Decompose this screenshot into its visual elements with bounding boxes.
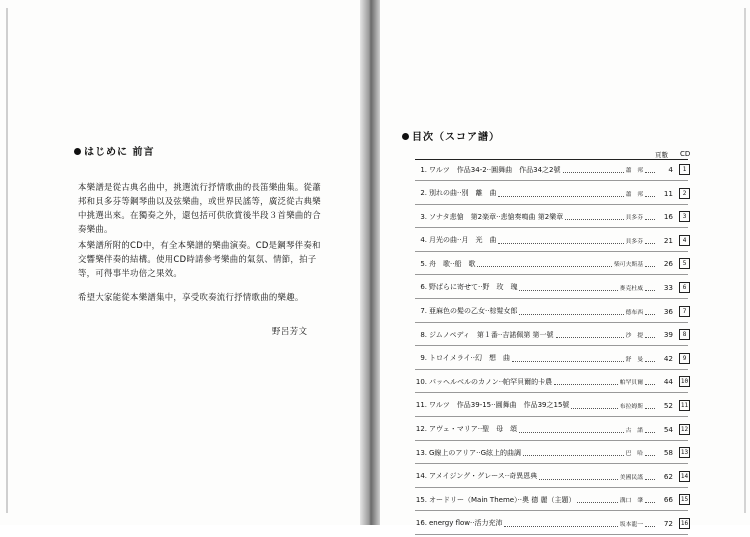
leader-dots (645, 172, 655, 173)
toc-row-rule (415, 510, 688, 511)
leader-dots (565, 219, 623, 220)
toc-entry-number: 7. (420, 307, 427, 316)
leader-dots (645, 219, 655, 220)
toc-entry-row (415, 353, 690, 364)
leader-dots (523, 455, 624, 456)
toc-entry[interactable] (415, 230, 690, 254)
toc-entry[interactable] (415, 371, 690, 395)
cd-track-badge: 12 (680, 425, 689, 433)
toc-entry-title: 野ばらに寄せて··野 玫 瑰 (429, 283, 518, 292)
toc-entry[interactable] (415, 301, 690, 325)
page-edge (744, 8, 746, 513)
toc-entry[interactable] (415, 348, 690, 372)
leader-dots (556, 337, 624, 338)
toc-entry-number: 10. (415, 377, 427, 386)
cd-track-badge: 15 (680, 496, 689, 504)
leader-dots (498, 196, 623, 197)
toc-entry-number: 14. (415, 472, 427, 481)
toc-row-rule (415, 534, 688, 535)
toc-entry-composer: 舒 曼 (625, 356, 643, 363)
toc-list (415, 159, 690, 537)
toc-entry-page: 11 (663, 188, 673, 198)
cd-track-badge: 13 (680, 449, 689, 457)
leader-dots (539, 479, 618, 480)
leader-dots (571, 408, 617, 409)
toc-entry[interactable] (415, 442, 690, 466)
leader-dots (645, 455, 655, 456)
toc-entry-title: 別れの曲··別 離 曲 (429, 189, 497, 198)
page-edge (6, 8, 8, 513)
preface-heading (74, 143, 154, 158)
toc-entry[interactable] (415, 253, 690, 277)
toc-row-rule (415, 440, 688, 441)
toc-entry-title: energy flow··活力充沛 (429, 519, 503, 528)
book-gutter (360, 0, 380, 525)
leader-dots (645, 361, 655, 362)
toc-row-rule (415, 416, 688, 417)
toc-row-rule (415, 392, 688, 393)
toc-entry-row (415, 447, 690, 458)
toc-entry-composer: 蕭 邦 (625, 191, 643, 198)
cd-track-badge: 16 (680, 519, 689, 527)
toc-entry-row (415, 282, 690, 293)
toc-entry-number: 9. (420, 354, 427, 363)
cd-track-badge: 7 (679, 306, 690, 317)
preface-paragraph-1: 本樂譜是從古典名曲中，挑選流行抒情歌曲的長笛樂曲集。從蕭邦和貝多芬等鋼琴曲以及弦樂曲，或世界民謠等，廣泛從古典樂中挑選出來。在獨奏之外，還包括可供欣賞後半段３首樂曲的合奏樂曲。 (78, 182, 321, 234)
toc-entry-title: ワルツ 作品39-15··圓舞曲 作品39之15號 (429, 401, 570, 410)
leader-dots (645, 337, 655, 338)
author-signature: 野呂芳文 (272, 326, 308, 336)
toc-row-rule (415, 298, 688, 299)
toc-entry-composer: 貝多芬 (625, 215, 643, 222)
toc-entry-page: 52 (663, 400, 673, 410)
cd-track-badge: 9 (679, 353, 690, 364)
toc-entry[interactable] (415, 395, 690, 419)
toc-entry-page: 26 (663, 259, 673, 269)
toc-entry[interactable] (415, 183, 690, 207)
preface-paragraph-3: 希望大家能從本樂譜集中，享受吹奏流行抒情歌曲的樂趣。 (78, 292, 304, 302)
toc-row-rule (415, 204, 688, 205)
toc-entry-row (415, 306, 690, 317)
toc-heading (402, 128, 500, 143)
leader-dots (645, 196, 655, 197)
cd-track-badge: 8 (679, 329, 690, 340)
toc-entry-page: 66 (663, 495, 673, 505)
toc-entry-number: 4. (420, 236, 427, 245)
toc-entry-composer: 帕罕貝爾 (619, 380, 643, 387)
preface-heading-text: はじめに 前言 (84, 147, 155, 158)
leader-dots (645, 502, 655, 503)
cd-track-badge: 1 (679, 164, 690, 175)
toc-entry-row (415, 494, 690, 505)
toc-entry-row (415, 329, 690, 340)
leader-dots (645, 290, 655, 291)
toc-entry-title: アヴェ・マリア··聖 母 頌 (429, 425, 518, 434)
toc-entry-page: 44 (663, 377, 673, 387)
toc-entry-row (415, 518, 690, 529)
leader-dots (645, 243, 655, 244)
toc-entry-row (415, 235, 690, 246)
toc-entry-number: 5. (420, 259, 427, 268)
toc-entry-number: 2. (420, 189, 427, 198)
toc-entry-composer: 布拉姆斯 (619, 403, 643, 410)
leader-dots (645, 526, 655, 527)
leader-dots (512, 361, 624, 362)
toc-entry-composer: 柴可夫斯基 (614, 262, 643, 269)
toc-entry-title: オードリー（Main Theme）··奧 德 麗（主題） (429, 495, 576, 504)
toc-entry-number: 16. (415, 519, 427, 528)
toc-entry-page: 72 (663, 518, 673, 528)
toc-entry-page: 33 (663, 282, 673, 292)
toc-entry-page: 62 (663, 471, 673, 481)
toc-entry-page: 21 (663, 235, 673, 245)
toc-entry-number: 13. (415, 448, 427, 457)
toc-entry-page: 39 (663, 330, 673, 340)
toc-entry-number: 8. (420, 330, 427, 339)
toc-entry-composer: 麥克杜威 (619, 285, 643, 292)
toc-entry-page: 54 (663, 424, 673, 434)
toc-entry-composer: 溝口 肇 (619, 498, 643, 505)
leader-dots (519, 432, 623, 433)
toc-row-rule (415, 463, 688, 464)
toc-entry-composer: 古 諾 (625, 427, 643, 434)
toc-row-rule (415, 180, 688, 181)
toc-entry-row (415, 164, 690, 175)
cd-track-badge: 6 (679, 282, 690, 293)
cd-track-badge: 10 (680, 378, 689, 386)
toc-entry-title: パッヘルベルのカノン··帕罕貝爾的卡農 (429, 377, 553, 386)
toc-entry-row (415, 188, 690, 199)
toc-entry-number: 11. (415, 401, 427, 410)
toc-entry-composer: 坂本龍一 (619, 521, 643, 528)
toc-entry-row (415, 424, 690, 435)
toc-row-rule (415, 369, 688, 370)
toc-heading-text: 目次（スコア譜） (412, 132, 500, 143)
toc-entry-title: G線上のアリア··G絃上的曲調 (429, 448, 522, 457)
cd-column-header: CD (680, 150, 691, 158)
toc-entry-title: 舟 歌··船 歌 (429, 259, 476, 268)
toc-entry-title: トロイメライ··幻 想 曲 (429, 354, 510, 363)
toc-entry[interactable] (415, 466, 690, 490)
toc-entry-row (415, 211, 690, 222)
toc-entry-page: 42 (663, 353, 673, 363)
toc-entry-number: 3. (420, 212, 427, 221)
toc-entry-title: 亜麻色の髪の乙女··棕髮女郎 (429, 307, 518, 316)
leader-dots (519, 290, 617, 291)
leader-dots (554, 384, 618, 385)
toc-row-rule (415, 322, 688, 323)
cd-track-badge: 14 (680, 472, 689, 480)
leader-dots (645, 479, 655, 480)
toc-entry-page: 4 (668, 165, 673, 174)
toc-entry[interactable] (415, 159, 690, 183)
cd-track-badge: 5 (679, 258, 690, 269)
toc-entry-number: 12. (415, 425, 427, 434)
toc-entry-row (415, 258, 690, 269)
toc-entry-page: 16 (663, 212, 673, 222)
leader-dots (645, 314, 655, 315)
cd-track-badge: 11 (680, 401, 689, 409)
toc-entry-title: 月光の曲··月 光 曲 (429, 236, 497, 245)
toc-entry-page: 58 (663, 448, 673, 458)
leader-dots (645, 408, 655, 409)
leader-dots (645, 432, 655, 433)
preface-paragraph-2: 本樂譜所附的CD中，有全本樂譜的樂曲演奏。CD是鋼琴伴奏和交響樂伴奏的結構。使用CD時請參考樂曲的氣氛、情節，拍子等，可得事半功倍之果效。 (78, 240, 321, 278)
toc-entry-row (415, 376, 690, 387)
cd-track-badge: 3 (679, 211, 690, 222)
toc-entry-number: 6. (420, 283, 427, 292)
toc-entry[interactable] (415, 277, 690, 301)
leader-dots (477, 266, 612, 267)
toc-entry-number: 1. (420, 165, 427, 174)
toc-entry-composer: 貝多芬 (625, 238, 643, 245)
toc-entry-page: 36 (663, 306, 673, 316)
leader-dots (504, 526, 617, 527)
cd-track-badge: 2 (679, 188, 690, 199)
toc-entry-composer: 德布西 (625, 309, 643, 316)
leader-dots (577, 502, 617, 503)
toc-row-rule (415, 251, 688, 252)
toc-entry-composer: 沙 提 (625, 333, 643, 340)
toc-entry-row (415, 400, 690, 411)
toc-entry-title: ワルツ 作品34-2··圓舞曲 作品34之2號 (429, 165, 561, 174)
toc-entry[interactable] (415, 206, 690, 230)
bullet-icon (402, 133, 409, 140)
toc-row-rule (415, 227, 688, 228)
leader-dots (519, 314, 623, 315)
toc-entry[interactable] (415, 419, 690, 443)
toc-entry-composer: 美國民謠 (619, 474, 643, 481)
toc-row-rule (415, 345, 688, 346)
cd-track-badge: 4 (679, 235, 690, 246)
toc-entry[interactable] (415, 489, 690, 513)
page-column-header: 頁數 (655, 151, 668, 159)
toc-row-rule (415, 274, 688, 275)
bullet-icon (74, 148, 81, 155)
toc-entry-number: 15. (415, 495, 427, 504)
leader-dots (563, 172, 624, 173)
leader-dots (645, 384, 655, 385)
leader-dots (498, 243, 623, 244)
toc-entry-title: アメイジング・グレース··奇異恩典 (429, 472, 538, 481)
toc-entry[interactable] (415, 324, 690, 348)
toc-row-rule (415, 487, 688, 488)
toc-entry-title: ソナタ悲愴 第2楽章··悲愴奏鳴曲 第2樂章 (429, 212, 564, 221)
toc-entry-composer: 巴 哈 (625, 451, 643, 458)
toc-entry-row (415, 471, 690, 482)
leader-dots (645, 266, 655, 267)
toc-entry-title: ジムノペディ 第１番··吉諾佩第 第一號 (429, 330, 554, 339)
toc-entry-composer: 蕭 邦 (625, 168, 643, 174)
